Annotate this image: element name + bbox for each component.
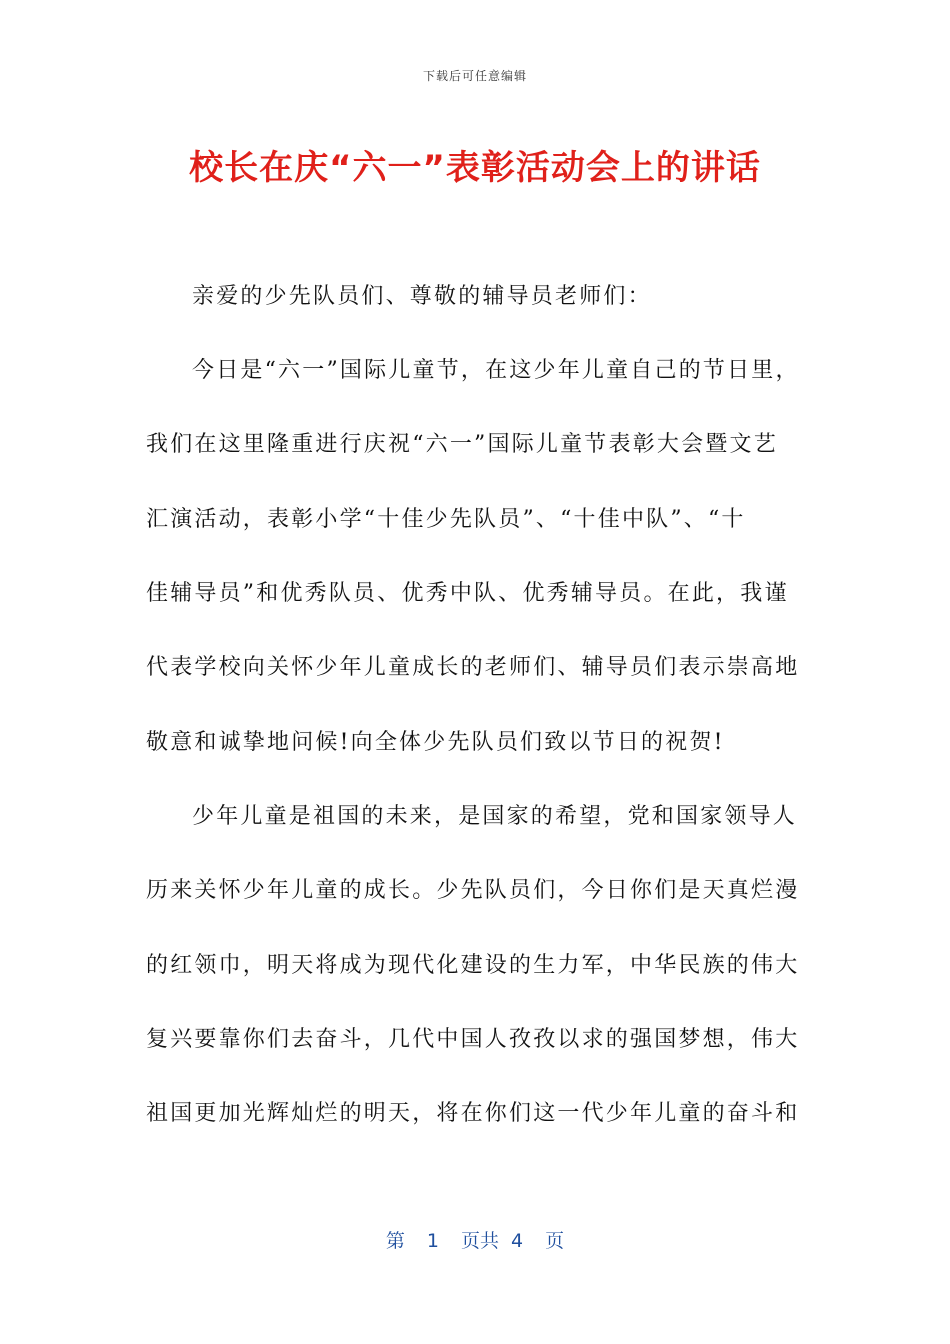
paragraph-line: 佳辅导员”和优秀队员、优秀中队、优秀辅导员。在此，我谨 xyxy=(146,581,789,606)
footer-page-mid: 页共 xyxy=(460,1230,499,1252)
paragraph-line: 少年儿童是祖国的未来，是国家的希望，党和国家领导人 xyxy=(192,804,798,829)
paragraph-line: 汇演活动，表彰小学“十佳少先队员”、“十佳中队”、“十 xyxy=(146,507,746,532)
footer-total-pages: 4 xyxy=(511,1230,524,1252)
paragraph-line: 代表学校向关怀少年儿童成长的老师们、辅导员们表示崇高地 xyxy=(146,655,800,680)
paragraph-line: 敬意和诚挚地问候!向全体少先队员们致以节日的祝贺! xyxy=(146,730,725,755)
footer-page-number: 1 xyxy=(426,1230,439,1252)
footer-page-label: 第 xyxy=(385,1230,405,1252)
footer-page-end: 页 xyxy=(545,1230,565,1252)
paragraph-line: 历来关怀少年儿童的成长。少先队员们，今日你们是天真烂漫 xyxy=(146,878,800,903)
header-note: 下载后可任意编辑 xyxy=(422,69,527,83)
document-title: 校长在庆“六一”表彰活动会上的讲话 xyxy=(189,148,761,188)
page-footer xyxy=(0,1226,950,1253)
paragraph-line: 我们在这里隆重进行庆祝“六一”国际儿童节表彰大会暨文艺 xyxy=(146,432,778,457)
paragraph-line: 复兴要靠你们去奋斗，几代中国人孜孜以求的强国梦想，伟大 xyxy=(146,1027,800,1052)
paragraph-line: 祖国更加光辉灿烂的明天，将在你们这一代少年儿童的奋斗和 xyxy=(146,1101,800,1126)
salutation-line: 亲爱的少先队员们、尊敬的辅导员老师们： xyxy=(192,284,652,309)
paragraph-line: 的红领巾，明天将成为现代化建设的生力军，中华民族的伟大 xyxy=(146,953,800,978)
paragraph-line: 今日是“六一”国际儿童节，在这少年儿童自己的节日里， xyxy=(192,358,800,383)
